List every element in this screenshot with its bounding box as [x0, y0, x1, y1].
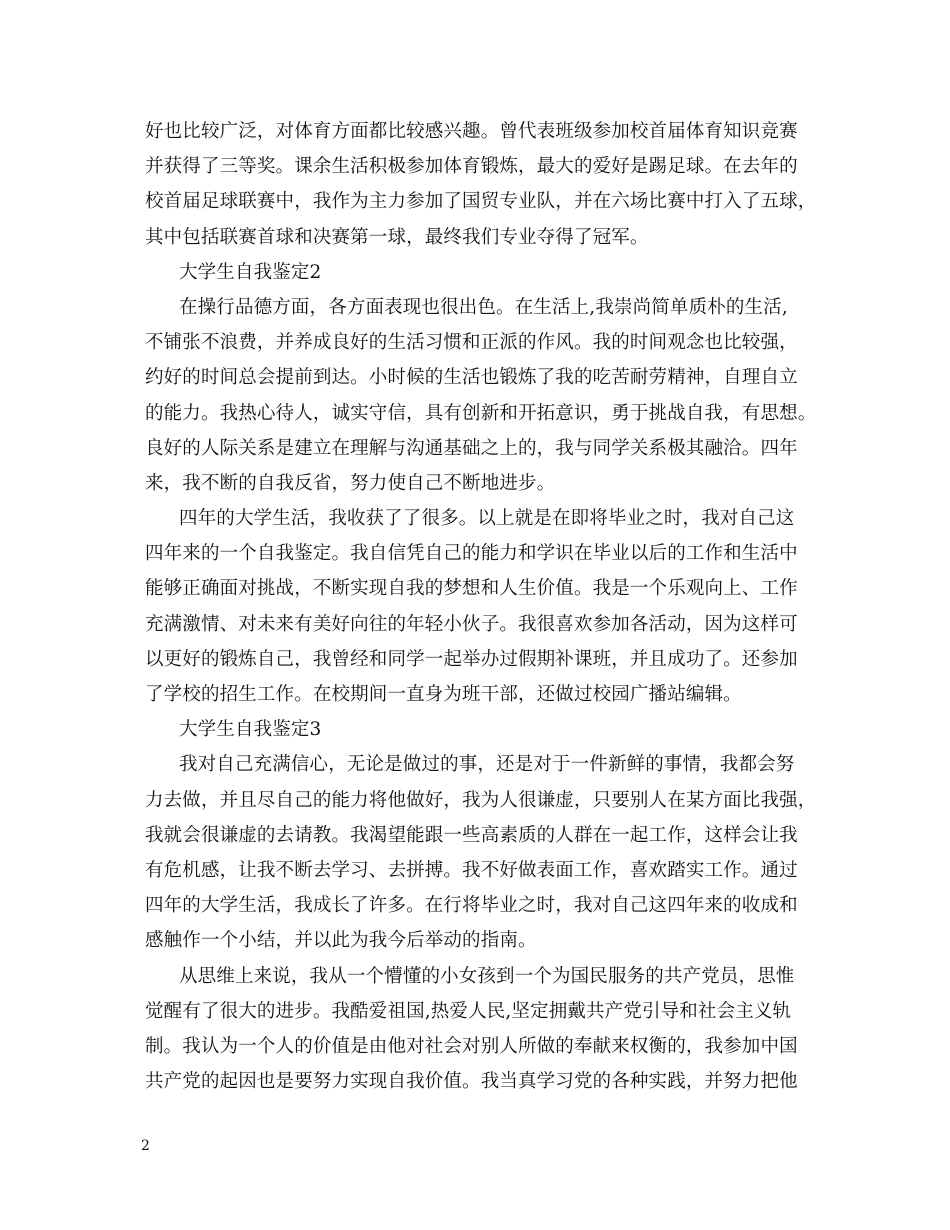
text-line: 并获得了三等奖。课余生活积极参加体育锻炼，最大的爱好是踢足球。在去年的 — [145, 156, 798, 178]
paragraph-first-line: 四年的大学生活，我收获了了很多。以上就是在即将毕业之时，我对自己这 — [179, 508, 795, 530]
paragraph-first-line: 从思维上来说，我从一个懵懂的小女孩到一个为国民服务的共产党员，思惟 — [179, 965, 795, 987]
text-line: 充满激情、对未来有美好向往的年轻小伙子。我很喜欢参加各活动，因为这样可 — [145, 613, 798, 635]
text-line: 共产党的起因也是要努力实现自我价值。我当真学习党的各种实践，并努力把他 — [145, 1071, 798, 1093]
text-line: 校首届足球联赛中，我作为主力参加了国贸专业队，并在六场比赛中打入了五球， — [145, 191, 817, 213]
text-line: 四年的大学生活，我成长了许多。在行将毕业之时，我对自己这四年来的收成和 — [145, 895, 798, 917]
text-line: 来，我不断的自我反省，努力使自己不断地进步。 — [145, 472, 556, 494]
text-line: 以更好的锻炼自己，我曾经和同学一起举办过假期补课班，并且成功了。还参加 — [145, 648, 798, 670]
text-line: 的能力。我热心待人，诚实守信，具有创新和开拓意识，勇于挑战自我，有思想。 — [145, 402, 817, 424]
text-line: 有危机感，让我不断去学习、去拼搏。我不好做表面工作，喜欢踏实工作。通过 — [145, 859, 798, 881]
text-line: 良好的人际关系是建立在理解与沟通基础之上的，我与同学关系极其融洽。四年 — [145, 437, 798, 459]
paragraph-first-line: 在操行品德方面，各方面表现也很出色。在生活上,我崇尚简单质朴的生活, — [179, 296, 788, 318]
text-line: 不铺张不浪费，并养成良好的生活习惯和正派的作风。我的时间观念也比较强， — [145, 332, 798, 354]
paragraph-first-line: 我对自己充满信心，无论是做过的事，还是对于一件新鲜的事情，我都会努 — [179, 754, 795, 776]
text-line: 四年来的一个自我鉴定。我自信凭自己的能力和学识在毕业以后的工作和生活中 — [145, 543, 798, 565]
document-body — [145, 114, 817, 1099]
text-line: 能够正确面对挑战，不断实现自我的梦想和人生价值。我是一个乐观向上、工作 — [145, 578, 798, 600]
section-heading: 大学生自我鉴定3 — [179, 719, 322, 741]
text-line: 约好的时间总会提前到达。小时候的生活也锻炼了我的吃苦耐劳精神，自理自立 — [145, 367, 798, 389]
section-heading: 大学生自我鉴定2 — [179, 261, 322, 283]
page-number: 2 — [141, 1138, 150, 1154]
text-line: 我就会很谦虚的去请教。我渴望能跟一些高素质的人群在一起工作，这样会让我 — [145, 824, 798, 846]
text-line: 制。我认为一个人的价值是由他对社会对别人所做的奉献来权衡的，我参加中国 — [145, 1035, 798, 1057]
text-line: 了学校的招生工作。在校期间一直身为班干部，还做过校园广播站编辑。 — [145, 684, 742, 705]
text-line: 觉醒有了很大的进步。我酷爱祖国,热爱人民,坚定拥戴共产党引导和社会主义轨 — [145, 1000, 792, 1022]
text-line: 好也比较广泛，对体育方面都比较感兴趣。曾代表班级参加校首届体育知识竞赛 — [145, 121, 798, 142]
text-line: 感触作一个小结，并以此为我今后举动的指南。 — [145, 930, 537, 952]
text-line: 力去做，并且尽自己的能力将他做好，我为人很谦虚，只要别人在某方面比我强， — [145, 789, 817, 811]
text-line: 其中包括联赛首球和决赛第一球，最终我们专业夺得了冠军。 — [145, 226, 649, 248]
